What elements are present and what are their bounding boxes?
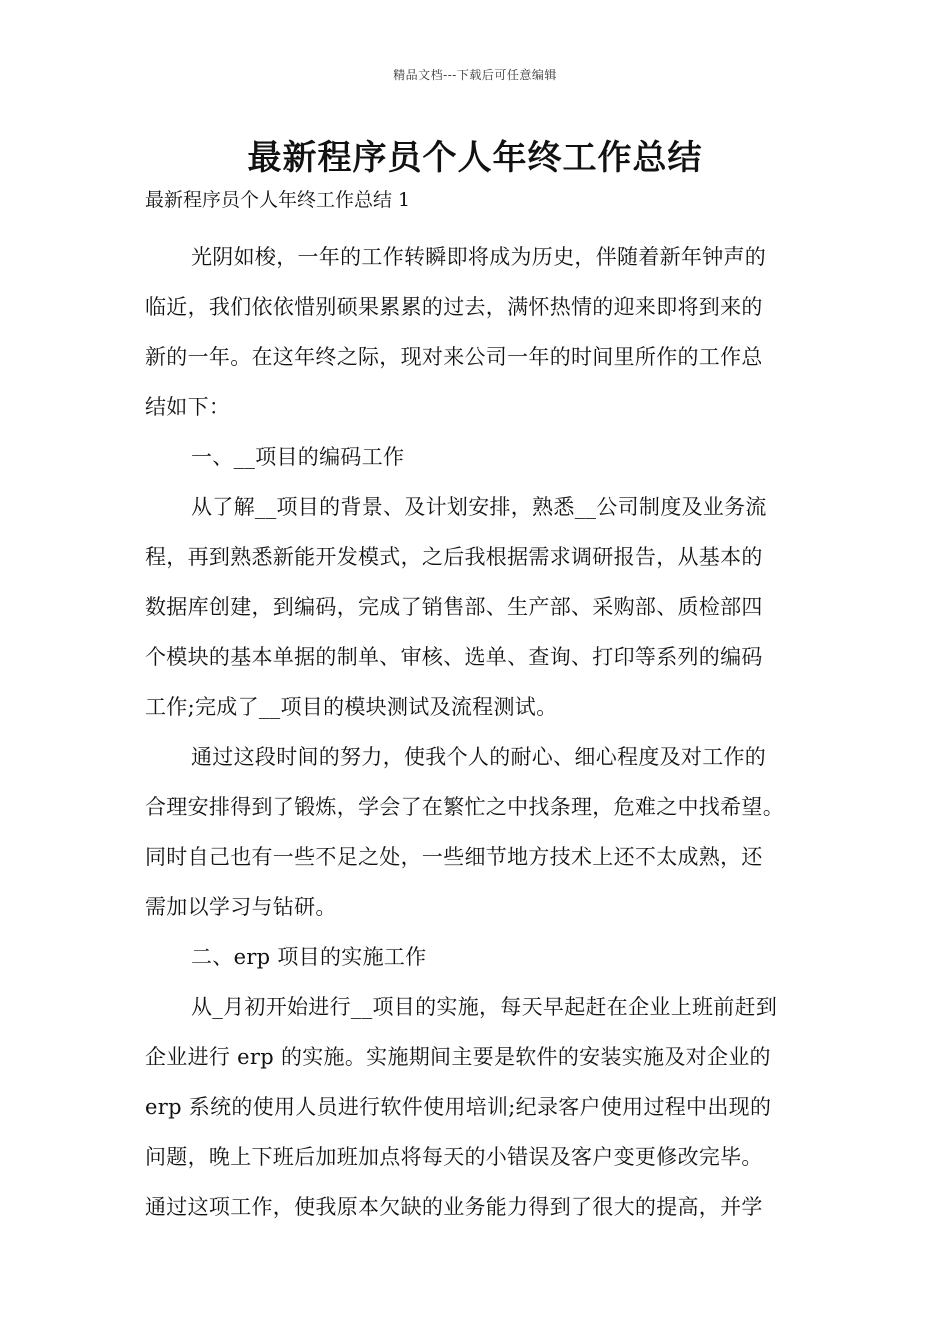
paragraph-line: erp 系统的使用人员进行软件使用培训;纪录客户使用过程中出现的 xyxy=(145,1095,772,1119)
paragraph-line: 程，再到熟悉新能开发模式，之后我根据需求调研报告，从基本的 xyxy=(145,545,763,569)
paragraph-line: 结如下： xyxy=(145,395,231,419)
paragraph-line: 合理安排得到了锻炼，学会了在繁忙之中找条理，危难之中找希望。 xyxy=(145,795,784,819)
paragraph-line: 数据库创建，到编码，完成了销售部、生产部、采购部、质检部四 xyxy=(145,595,763,619)
document-subtitle: 最新程序员个人年终工作总结 1 xyxy=(145,189,411,211)
paragraph-line: 同时自己也有一些不足之处，一些细节地方技术上还不太成熟，还 xyxy=(145,845,763,869)
paragraph-line: 个模块的基本单据的制单、审核、选单、查询、打印等系列的编码 xyxy=(145,645,763,669)
paragraph-line: 通过这段时间的努力，使我个人的耐心、细心程度及对工作的 xyxy=(191,745,767,769)
paragraph-line: 光阴如梭，一年的工作转瞬即将成为历史，伴随着新年钟声的 xyxy=(191,245,767,269)
paragraph-line: 问题，晚上下班后加班加点将每天的小错误及客户变更修改完毕。 xyxy=(145,1145,763,1169)
paragraph-line: 需加以学习与钻研。 xyxy=(145,895,337,919)
paragraph-line: 工作;完成了__项目的模块测试及流程测试。 xyxy=(145,695,558,719)
paragraph-line: 临近，我们依依惜别硕果累累的过去，满怀热情的迎来即将到来的 xyxy=(145,295,763,319)
paragraph-line: 从_月初开始进行__项目的实施，每天早起赶在企业上班前赶到 xyxy=(191,995,778,1019)
document-body xyxy=(145,184,817,1232)
header-note: 精品文档---下载后可任意编辑 xyxy=(393,68,557,82)
document-title: 最新程序员个人年终工作总结 xyxy=(247,138,703,178)
paragraph-line: 通过这项工作，使我原本欠缺的业务能力得到了很大的提高，并学 xyxy=(145,1195,763,1219)
paragraph-line: 从了解__项目的背景、及计划安排，熟悉__公司制度及业务流 xyxy=(191,495,767,519)
paragraph-line: 新的一年。在这年终之际，现对来公司一年的时间里所作的工作总 xyxy=(145,345,763,369)
section-heading: 一、__项目的编码工作 xyxy=(191,445,405,469)
section-heading: 二、erp 项目的实施工作 xyxy=(191,945,427,969)
paragraph-line: 企业进行 erp 的实施。实施期间主要是软件的安装实施及对企业的 xyxy=(145,1045,771,1069)
